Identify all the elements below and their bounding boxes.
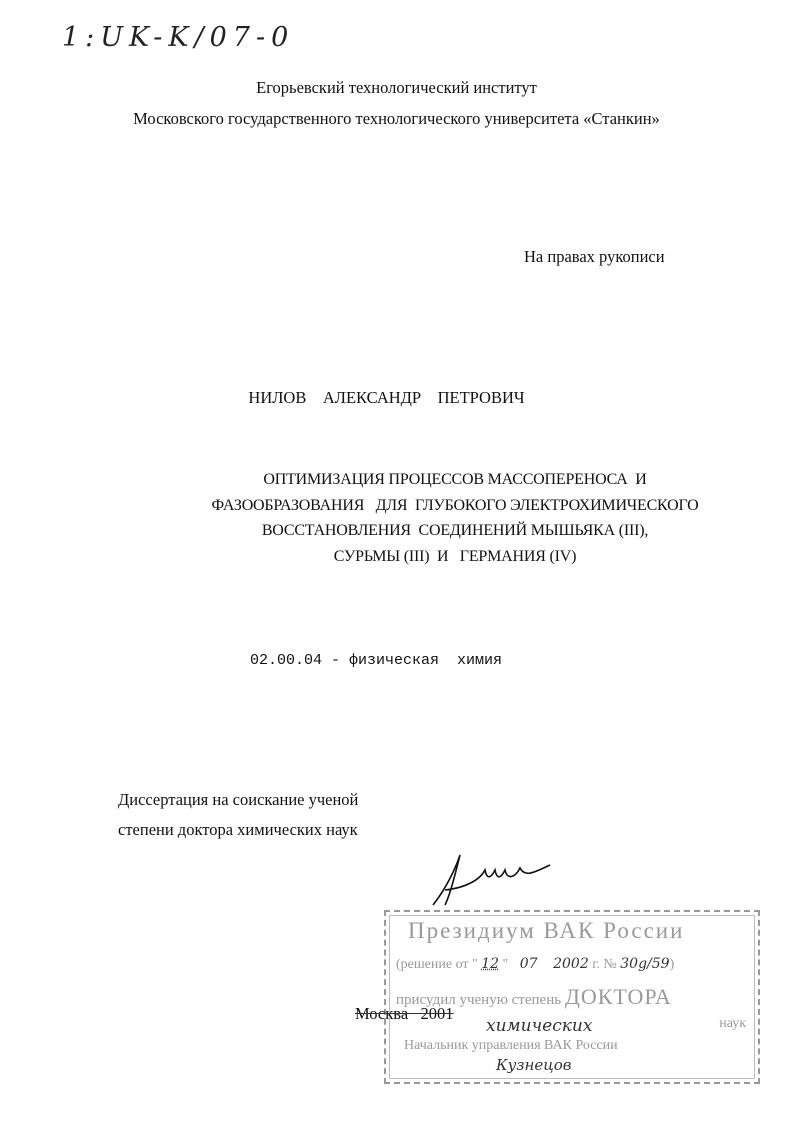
stamp-number-prefix: г. № <box>592 957 617 972</box>
title-line: СУРЬМЫ (III) И ГЕРМАНИЯ (IV) <box>333 547 577 565</box>
title-line: ВОССТАНОВЛЕНИЯ СОЕДИНЕНИЙ МЫШЬЯКА (III), <box>261 522 649 539</box>
stamp-awarded: присудил ученую степень <box>396 992 562 1008</box>
degree-line-1: Диссертация на соискание ученой <box>118 790 359 809</box>
stamp-year: 2002 <box>553 956 589 972</box>
archive-mark: 1:UK-K/07-0 <box>62 22 295 53</box>
stamp-chief-signature: Кузнецов <box>496 1056 572 1074</box>
stamp-chief: Начальник управления ВАК России <box>404 1038 618 1053</box>
stamp-field: химических <box>486 1016 593 1036</box>
institution-line-1: Егорьевский технологический институт <box>256 78 537 97</box>
institution-line-2: Московского государственного технологического университета «Станкин» <box>133 109 660 128</box>
dissertation-title <box>150 467 760 569</box>
author-signature <box>425 850 565 910</box>
vak-stamp <box>384 910 760 1084</box>
stamp-day: 12 <box>481 956 500 972</box>
author-name: НИЛОВ АЛЕКСАНДР ПЕТРОВИЧ <box>248 388 525 407</box>
title-line: ФАЗООБРАЗОВАНИЯ ДЛЯ ГЛУБОКОГО ЭЛЕКТРОХИМИЧЕСКОГО <box>211 496 699 514</box>
stamp-month: 07 <box>519 956 538 972</box>
stamp-degree: ДОКТОРА <box>564 984 672 1009</box>
title-line: ОПТИМИЗАЦИЯ ПРОЦЕССОВ МАССОПЕРЕНОСА И <box>263 471 647 488</box>
stamp-sciences: наук <box>719 1016 746 1031</box>
place-year: Москва 2001 <box>355 1004 454 1023</box>
specialty-code: 02.00.04 - физическая химия <box>250 652 503 669</box>
stamp-header: Президиум ВАК России <box>408 918 685 943</box>
stamp-decision: (решение от " 12 " 07 2002 г. № 30g/59) <box>396 956 675 972</box>
stamp-decision-prefix: (решение от " <box>396 957 478 972</box>
manuscript-note: На правах рукописи <box>524 247 665 266</box>
stamp-number: 30g/59 <box>620 956 670 972</box>
degree-line-2: степени доктора химических наук <box>118 820 358 839</box>
